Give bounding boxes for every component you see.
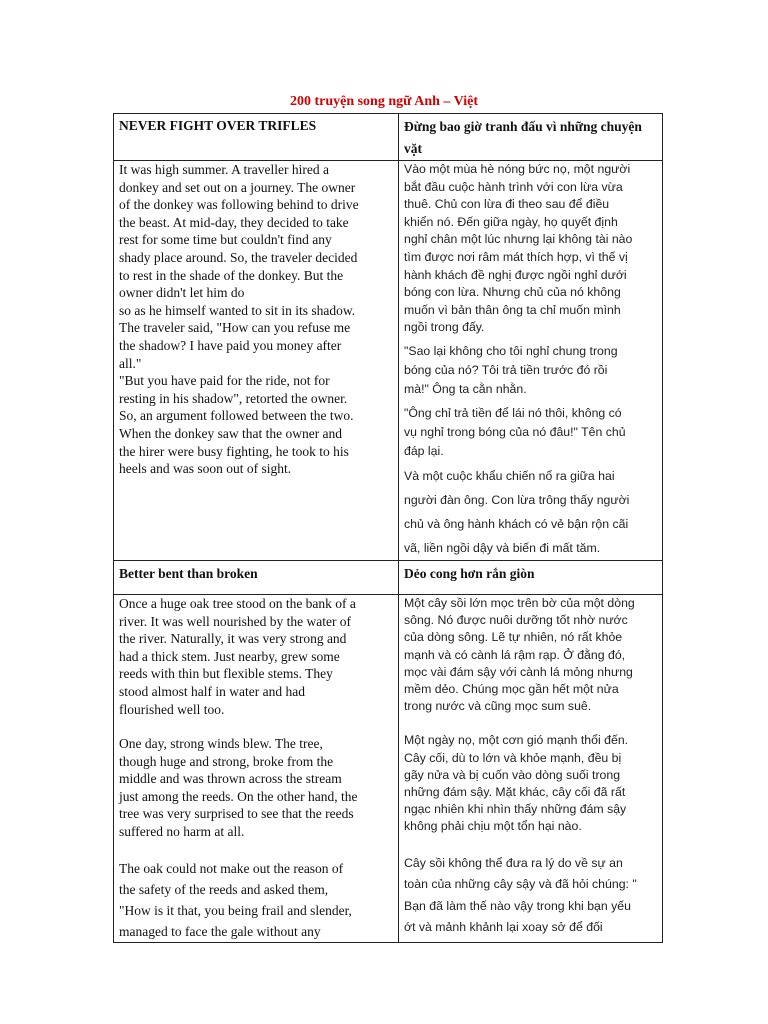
- text-line: "Sao lại không cho tôi nghỉ chung trong: [404, 343, 618, 358]
- text-line: Once a huge oak tree stood on the bank of a: [119, 595, 356, 611]
- story2-english-text: [114, 594, 399, 942]
- text-line: Bạn đã làm thế nào vậy trong khi bạn yếu: [404, 898, 631, 913]
- text-line: Cây cối, dù to lớn và khỏe mạnh, đều bị: [404, 750, 622, 765]
- text-line: It was high summer. A traveller hired a: [119, 162, 329, 177]
- text-line: "Ông chỉ trả tiền để lái nó thôi, không có: [404, 405, 622, 420]
- story1-title-en-cell: [114, 114, 399, 161]
- text-line: rest for some time but couldn't find any: [119, 232, 332, 248]
- vi-paragraph: [404, 464, 657, 560]
- vi-paragraph: [404, 342, 657, 399]
- story2-title-en: Better bent than broken: [119, 565, 258, 581]
- text-line: ngạc nhiên khi nhìn thấy những đám sậy: [404, 802, 627, 817]
- text-line: suffered no harm at all.: [119, 824, 245, 840]
- text-line: đáp lại.: [404, 443, 444, 458]
- text-line: vụ nghỉ trong bóng của nó đâu!" Tên chủ: [404, 424, 626, 439]
- text-line: The oak could not make out the reason of: [119, 860, 344, 876]
- text-line: Cây sồi không thể đưa ra lý do về sự an: [404, 855, 623, 870]
- text-line: resting in his shadow", retorted the owner.: [119, 390, 348, 406]
- vi-paragraph: [404, 732, 657, 835]
- text-line: all.": [119, 355, 142, 371]
- vi-paragraph: [404, 853, 657, 939]
- text-line: had a thick stem. Just nearby, grew some: [119, 648, 340, 664]
- text-line: the safety of the reeds and asked them,: [119, 881, 329, 897]
- story2-title-vi: Dẻo cong hơn rắn giòn: [404, 565, 535, 581]
- text-line: "But you have paid for the ride, not for: [119, 373, 330, 389]
- en-paragraph: [119, 595, 393, 718]
- text-line: không phải chịu một tổn hại nào.: [404, 819, 582, 834]
- text-line: river. It was well nourished by the water of: [119, 613, 352, 629]
- text-line: mà!" Ông ta cằn nhằn.: [404, 381, 527, 396]
- text-line: ớt và mảnh khảnh lại xoay sở để đối: [404, 920, 603, 935]
- story1-body-row: [114, 161, 663, 561]
- text-line: So, an argument followed between the two.: [119, 408, 354, 424]
- text-line: stood almost half in water and had: [119, 683, 305, 699]
- en-paragraph: [119, 735, 393, 841]
- text-line: reeds with thin but flexible stems. They: [119, 666, 333, 682]
- story2-title-vi-cell: [399, 560, 663, 594]
- text-line: tìm được nơi râm mát thích hợp, vì thế vị: [404, 249, 628, 264]
- text-line: of the donkey was following behind to drive: [119, 197, 359, 213]
- text-line: middle and was thrown across the stream: [119, 771, 342, 787]
- text-line: to rest in the shade of the donkey. But the: [119, 267, 344, 283]
- text-line: chủ và ông hành khách có vẻ bận rộn cãi: [404, 516, 629, 531]
- text-line: khiển nó. Đến giữa ngày, họ quyết định: [404, 214, 618, 229]
- text-line: though huge and strong, broke from the: [119, 753, 334, 769]
- text-line: nghỉ chân một lúc nhưng lại không tài nào: [404, 232, 633, 247]
- text-line: tree was very surprised to see that the reeds: [119, 806, 354, 822]
- text-line: heels and was soon out of sight.: [119, 461, 292, 477]
- story2-title-en-cell: [114, 560, 399, 594]
- story1-header-row: [114, 114, 663, 161]
- text-line: the beast. At mid-day, they decided to take: [119, 214, 349, 230]
- vi-paragraph: [404, 161, 657, 337]
- story2-vietnamese-text: [399, 594, 663, 942]
- story1-title-vi: Đừng bao giờ tranh đấu vì những chuyện vặt: [404, 119, 642, 156]
- text-line: toàn của những cây sậy và đã hỏi chúng: ": [404, 877, 637, 892]
- bilingual-table: [113, 113, 663, 943]
- text-line: ngồi trong đấy.: [404, 320, 485, 335]
- text-line: When the donkey saw that the owner and: [119, 425, 343, 441]
- text-line: donkey and set out on a journey. The owner: [119, 179, 356, 195]
- story1-title-vi-cell: [399, 114, 663, 161]
- text-line: bóng con lừa. Nhưng chủ của nó không: [404, 285, 621, 300]
- story2-body-row: [114, 594, 663, 942]
- text-line: owner didn't let him do: [119, 285, 245, 301]
- en-paragraph: [119, 858, 393, 942]
- text-line: so as he himself wanted to sit in its shadow.: [119, 302, 356, 318]
- text-line: trong nước và cũng mọc sum suê.: [404, 699, 592, 714]
- text-line: mạnh và có cành lá rậm rạp. Ở đằng đó,: [404, 647, 626, 662]
- text-line: the river. Naturally, it was very strong and: [119, 631, 347, 647]
- story1-vietnamese-text: [399, 161, 663, 561]
- text-line: thuê. Chủ con lừa đi theo sau để điều: [404, 197, 610, 212]
- text-line: Một ngày nọ, một cơn gió mạnh thổi đến.: [404, 733, 629, 748]
- text-line: mọc vài đám sậy với cành lá mỏng nhưng: [404, 664, 633, 679]
- text-line: just among the reeds. On the other hand, the: [119, 788, 358, 804]
- text-line: Vào một mùa hè nóng bức nọ, một người: [404, 162, 631, 176]
- text-line: the hirer were busy fighting, he took to his: [119, 443, 349, 459]
- vi-paragraph: [404, 595, 657, 715]
- text-line: the shadow? I have paid you money after: [119, 337, 342, 353]
- text-line: mềm dẻo. Chúng mọc gần hết một nửa: [404, 681, 619, 696]
- text-line: bắt đầu cuộc hành trình với con lừa vừa: [404, 179, 623, 194]
- text-line: One day, strong winds blew. The tree,: [119, 736, 323, 752]
- text-line: người đàn ông. Con lừa trông thấy người: [404, 492, 630, 507]
- text-line: những đám sậy. Mặt khác, cây cối đã rất: [404, 784, 626, 799]
- text-line: sông. Nó được nuôi dưỡng tốt nhờ nước: [404, 613, 628, 628]
- text-line: managed to face the gale without any: [119, 923, 321, 939]
- text-line: shady place around. So, the traveler decided: [119, 249, 358, 265]
- text-line: Và một cuộc khẩu chiến nổ ra giữa hai: [404, 468, 615, 483]
- text-line: The traveler said, "How can you refuse me: [119, 320, 351, 336]
- text-line: vã, liền ngồi dậy và biến đi mất tăm.: [404, 540, 601, 555]
- text-line: muốn vì bản thân ông ta chỉ muốn mình: [404, 302, 621, 317]
- text-line: của dòng sông. Lẽ tự nhiên, nó rất khỏe: [404, 630, 623, 645]
- document-title: 200 truyện song ngữ Anh – Việt: [289, 94, 479, 109]
- text-line: flourished well too.: [119, 701, 225, 717]
- text-line: gãy nửa và bị cuốn vào dòng suối trong: [404, 767, 621, 782]
- text-line: bóng của nó? Tôi trả tiền trước đó rồi: [404, 362, 608, 377]
- text-line: Một cây sồi lớn mọc trên bờ của một dòng: [404, 595, 635, 610]
- vi-paragraph: [404, 404, 657, 461]
- story2-header-row: [114, 560, 663, 594]
- text-line: hành khách đề nghị được ngồi nghỉ dưới: [404, 267, 627, 282]
- text-line: "How is it that, you being frail and slender,: [119, 902, 352, 918]
- story1-english-text: [114, 161, 399, 561]
- story1-title-en: NEVER FIGHT OVER TRIFLES: [119, 118, 317, 133]
